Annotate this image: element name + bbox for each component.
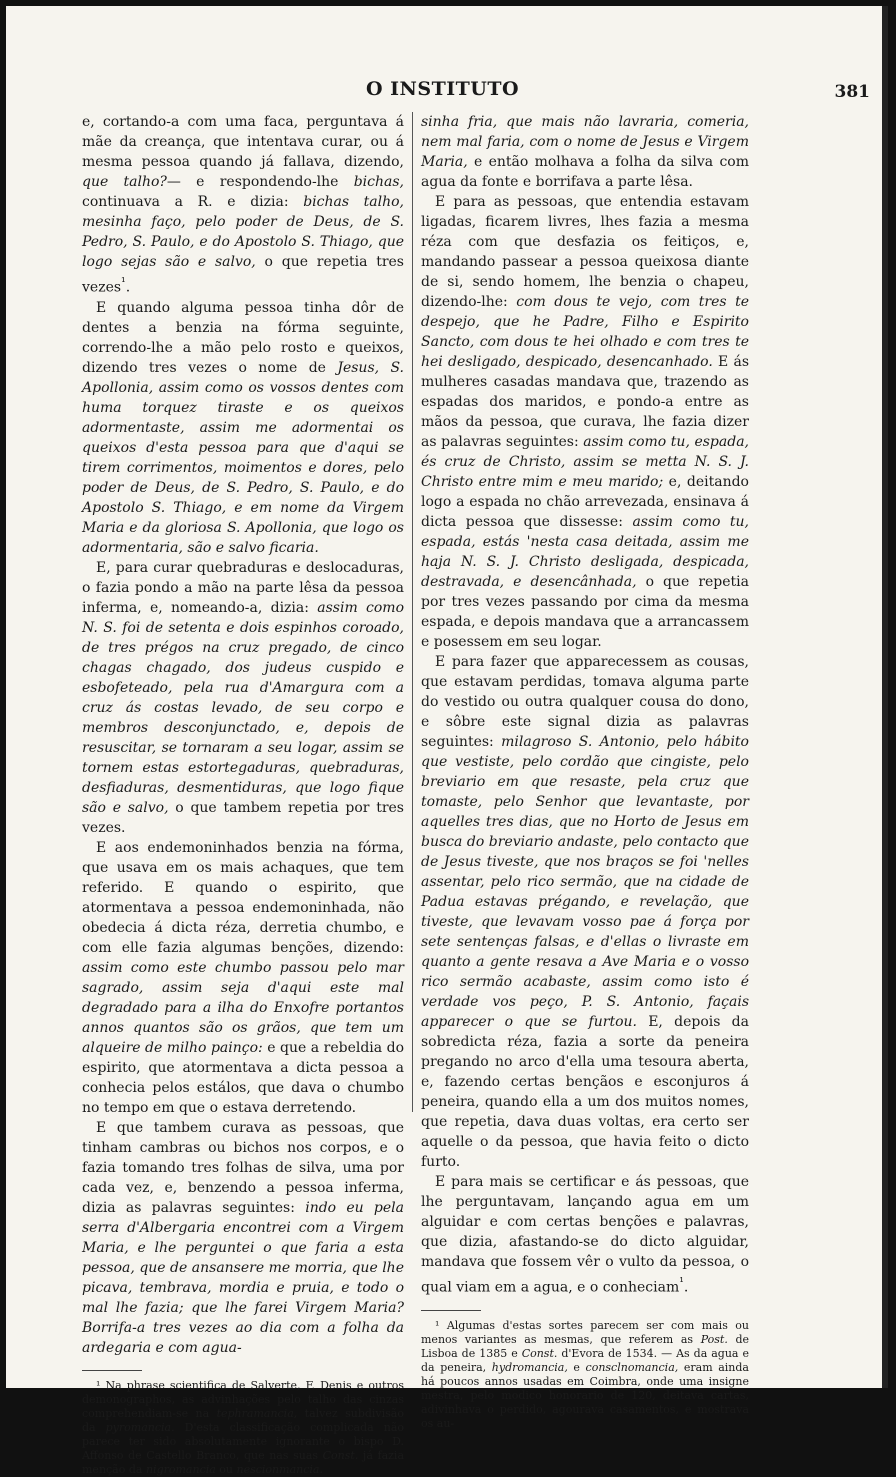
paragraph: sinha fria, que mais não lavraria, comeria, nem mal faria, com o nome de Jesus e Virgem Maria, e então molhava a folha da silva com agua da fonte e borrifava a parte lêsa.	[421, 114, 749, 190]
paragraph: E que tambem curava as pessoas, que tinham cambras ou bichos nos corpos, e o fazia tomando tres folhas de silva, uma por cada vez, e, benzendo a pessoa inferma, dizia as palavras seguintes: indo eu pela serra d'Albergaria encontrei com a Virgem Maria, e lhe perguntei o que faria a esta pessoa, que de ansansere me morria, que lhe picava, tembrava, mordia e pruia, e todo o mal lhe fazia; que lhe farei Virgem Maria? Borrifa-a tres vezes ao dia com a folha da ardegaria e com agua-	[82, 1119, 404, 1356]
page-edge-shadow	[882, 6, 888, 1388]
paragraph: E, para curar quebraduras e deslocaduras, o fazia pondo a mão na parte lêsa da pessoa inferma, e, nomeando-a, dizia: assim como N. S. foi de setenta e dois espinhos coroado, de tres prégos na cruz pregado, de cinco chagas chagado, dos judeus cuspido e esbofeteado, pela rua d'Amargura com a cruz ás costas levado, de seu corpo e membros desconjunctado, e, depois de resuscitar, se tornaram a seu logar, assim se tornem estas estortegaduras, quebraduras, desfiaduras, desmentiduras, que logo fique são e salvo, o que tambem repetia por tres vezes.	[82, 559, 404, 836]
right-column	[421, 112, 749, 1431]
footnote-divider	[421, 1310, 481, 1311]
footnote: ¹ Algumas d'estas sortes parecem ser com mais ou menos variantes as mesmas, que referem as Post. de Lisboa de 1385 e Const. d'Evora de 1534. — As da agua e da peneira, hydromancia, e consclnomancia, eram ainda há poucos annos usadas em Coimbra, onde uma insigne mestra, pelo modico honorario de 120, deitava cartas, adivinhava o perdido, agourava casamentos, e mostrava os au-	[421, 1318, 749, 1430]
running-title: O INSTITUTO	[366, 78, 520, 100]
page-header	[6, 68, 888, 104]
paragraph: E para mais se certificar e ás pessoas, que lhe perguntavam, lançando agua em um alguidar e com certas benções e palavras, que dizia, afastando-se do dicto alguidar, mandava que fossem vêr o vulto da pessoa, o qual viam em a agua, e o conheciam$^{^1}$.	[421, 1174, 749, 1296]
footnote-marker: ¹	[679, 1275, 684, 1289]
paragraph: E para as pessoas, que entendia estavam ligadas, ficarem livres, lhes fazia a mesma réza com que desfazia os feitiços, e, mandando passear a pessoa queixosa diante de si, sendo homem, lhe benzia o chapeu, dizendo-lhe: com dous te vejo, com tres te despejo, que he Padre, Filho e Espirito Sancto, com dous te hei olhado e com tres te hei desligado, despicado, desencanhado. E ás mulheres casadas mandava que, trazendo as espadas dos maridos, e pondo-a entre as mãos da pessoa, que curava, lhe fazia dizer as palavras seguintes: assim como tu, espada, és cruz de Christo, assim se metta N. S. J. Christo entre mim e meu marido; e, deitando logo a espada no chão arrevezada, ensinava á dicta pessoa que dissesse: assim como tu, espada, estás 'nesta casa deitada, assim me haja N. S. J. Christo desligada, despicada, destravada, e desencânhada, o que repetia por tres vezes passando por cima da mesma espada, e depois mandava que a arrancassem e posessem em seu logar.	[421, 194, 750, 650]
footnote-marker: ¹	[121, 275, 126, 289]
footnote: ¹ Na phrase scientifica de Salverte, F. Denis e outros demonographos, as advinhações pelo talho das cinzas comprehendiam-se na tephramancia, talvez subdivisão da pyromancia. D'esta classificação complicada não parece ter sido absolutamente ignorante o bispo D. Affonso de Castello Branco, que nas suas Const. já fazia menção da nigromancia ou nescionmancia.	[82, 1378, 404, 1476]
book-page	[6, 6, 888, 1476]
footnote-divider	[82, 1370, 142, 1371]
page-number: 381	[834, 82, 870, 102]
paragraph: E para fazer que apparecessem as cousas, que estavam perdidas, tomava alguma parte do vestido ou outra qualquer cousa do dono, e sôbre este signal dizia as palavras seguintes: milagroso S. Antonio, pelo hábito que vestiste, pelo cordão que cingiste, pelo breviario em que resaste, pela cruz que tomaste, pelo Senhor que levantaste, por aquelles tres dias, que no Horto de Jesus em busca do breviario andaste, pelo contacto que de Jesus tiveste, que nos braços se foi 'nelles assentar, pelo rico sermão, que na cidade de Padua estavas prégando, e revelação, que tiveste, que levavam vosso pae á força por sete sentenças falsas, e d'ellas o livraste em quanto a gente resava a Ave Maria e o vosso rico sermão acabaste, assim como isto é verdade vos peço, P. S. Antonio, façais apparecer o que se furtou. E, depois da sobredicta réza, fazia a sorte da peneira pregando no arco d'ella uma tesoura aberta, e, fazendo certas bençãos e esconjuros á peneira, quando ella a um dos muitos nomes, que repetia, dava duas voltas, era certo ser aquelle o da pessoa, que havia feito o dicto furto.	[421, 654, 749, 1170]
left-column	[82, 112, 404, 1477]
paragraph: e, cortando-a com uma faca, perguntava á mãe da creança, que intentava curar, ou á mesma pessoa quando já fallava, dizendo, que talho?— e respondendo-lhe bichas, continuava a R. e dizia: bichas talho, mesinha faço, pelo poder de Deus, de S. Pedro, S. Paulo, e do Apostolo S. Thiago, que logo sejas são e salvo, o que repetia tres vezes$^{^1}$.	[82, 114, 404, 296]
column-divider	[412, 112, 413, 1112]
paragraph: E aos endemoninhados benzia na fórma, que usava em os mais achaques, que tem referido. E quando o espirito, que atormentava a pessoa endemoninhada, não obedecia á dicta réza, derretia chumbo, e com elle fazia algumas benções, dizendo: assim como este chumbo passou pelo mar sagrado, assim seja d'aqui este mal degradado para a ilha do Enxofre portantos annos quantos são os grãos, que tem um alqueire de milho painço: e que a rebeldia do espirito, que atormentava a dicta pessoa a conhecia pelos estálos, que dava o chumbo no tempo em que o estava derretendo.	[82, 839, 404, 1116]
paragraph: E quando alguma pessoa tinha dôr de dentes a benzia na fórma seguinte, correndo-lhe a mão pelo rosto e queixos, dizendo tres vezes o nome de Jesus, S. Apollonia, assim como os vossos dentes com huma torquez tiraste e os queixos adormentaste, assim me adormentai os queixos d'esta pessoa para que d'aqui se tirem corrimentos, moimentos e dores, pelo poder de Deus, de S. Pedro, S. Paulo, e do Apostolo S. Thiago, e em nome da Virgem Maria e da gloriosa S. Apollonia, que logo os adormentaria, são e salvo ficaria.	[82, 299, 405, 556]
